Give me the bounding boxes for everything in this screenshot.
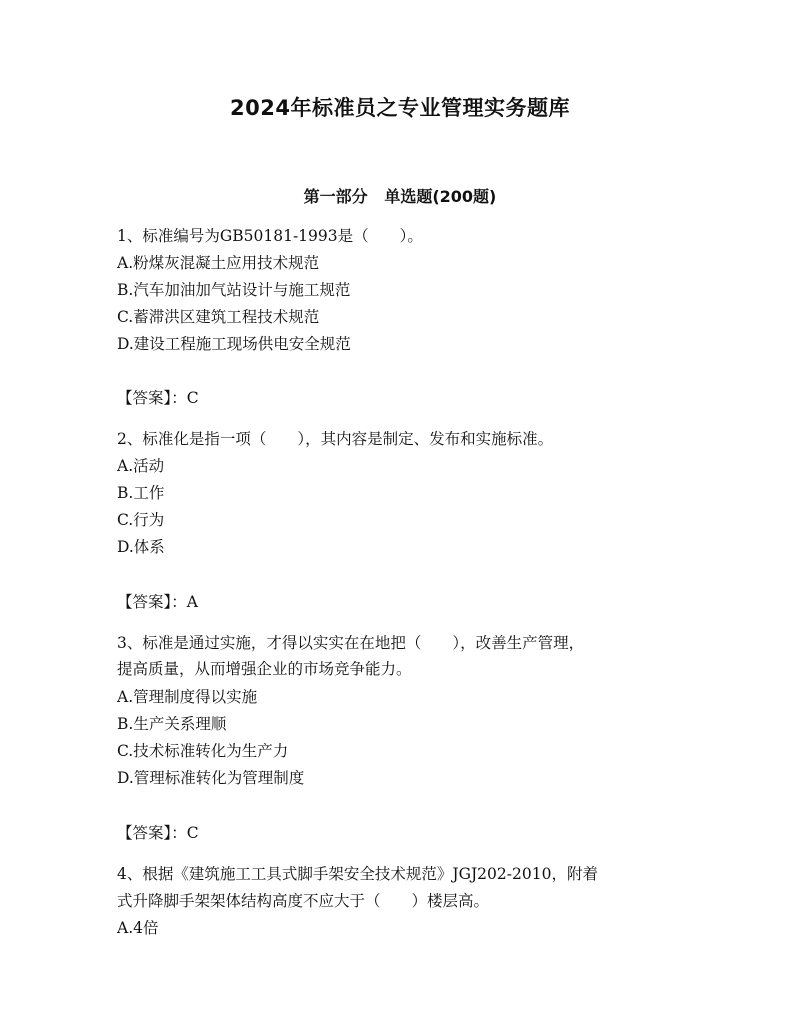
answer-line [117, 823, 199, 843]
option-d: D.管理标准转化为管理制度 [117, 769, 305, 787]
answer-value: A [186, 593, 198, 611]
document-title: 2024年标准员之专业管理实务题库 [230, 96, 570, 120]
question-stem-line-1: 3、标准是通过实施，才得以实实在在地把（ ），改善生产管理， [117, 634, 585, 652]
answer-label: 【答案】： [117, 389, 187, 407]
answer-line [117, 388, 199, 408]
question-stem-line-2: 提高质量，从而增强企业的市场竞争能力。 [117, 660, 412, 678]
option-b: B.生产关系理顺 [117, 715, 227, 733]
question-stem-line-2: 式升降脚手架架体结构高度不应大于（ ）楼层高。 [117, 892, 490, 910]
option-a: A.管理制度得以实施 [117, 688, 258, 706]
option-b: B.工作 [117, 484, 165, 502]
option-b: B.汽车加油加气站设计与施工规范 [117, 281, 351, 299]
answer-line [117, 592, 198, 612]
option-a: A.粉煤灰混凝土应用技术规范 [117, 254, 320, 272]
option-c: C.行为 [117, 511, 165, 529]
option-d: D.体系 [117, 538, 165, 556]
option-d: D.建设工程施工现场供电安全规范 [117, 335, 351, 353]
section-title: 第一部分 单选题(200题) [303, 187, 497, 206]
option-c: C.蓄滞洪区建筑工程技术规范 [117, 308, 320, 326]
question-stem: 2、标准化是指一项（ ），其内容是制定、发布和实施标准。 [117, 430, 554, 448]
option-a: A.4倍 [117, 919, 159, 937]
answer-value: C [186, 824, 199, 842]
option-a: A.活动 [117, 457, 165, 475]
answer-label: 【答案】： [117, 593, 187, 611]
answer-label: 【答案】： [117, 824, 187, 842]
question-stem: 1、标准编号为GB50181-1993是（ ）。 [117, 227, 423, 245]
answer-value: C [186, 389, 199, 407]
option-c: C.技术标准转化为生产力 [117, 742, 289, 760]
question-stem-line-1: 4、根据《建筑施工工具式脚手架安全技术规范》JGJ202-2010，附着 [117, 865, 598, 883]
